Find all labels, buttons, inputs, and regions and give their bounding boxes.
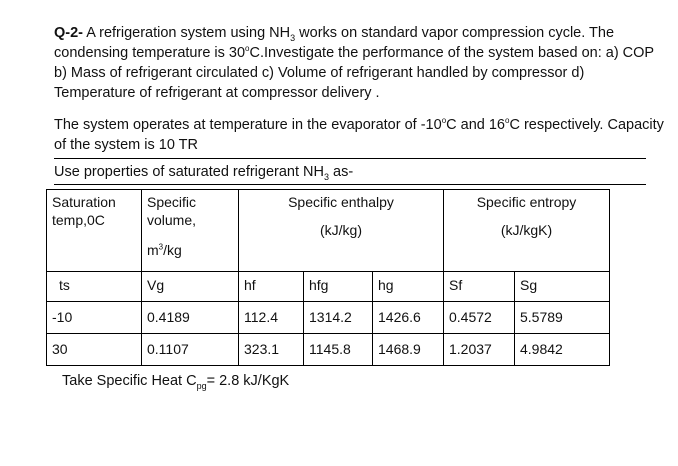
intro-text: as-	[329, 164, 354, 180]
cell-hg: 1468.9	[373, 334, 444, 366]
conditions-text: The system operates at temperature in the evaporator of -10	[54, 117, 442, 133]
cell-sf: 0.4572	[444, 302, 515, 334]
intro-text: Use properties of saturated refrigerant NH	[54, 164, 324, 180]
nh3-subscript: 3	[324, 171, 330, 182]
cell-hfg: 1314.2	[304, 302, 373, 334]
degree-superscript: o	[245, 44, 250, 54]
table-row	[47, 334, 610, 366]
pg-subscript: pg	[196, 380, 207, 391]
subheader-hg: hg	[373, 272, 444, 302]
cell-ts: -10	[47, 302, 142, 334]
cell-hf: 323.1	[239, 334, 304, 366]
cell-sg: 4.9842	[515, 334, 610, 366]
question-label: Q-2-	[54, 25, 83, 41]
volume-unit: $m^3/kg$	[147, 242, 182, 258]
nh3-subscript: 3	[290, 32, 296, 43]
subheader-vg: Vg	[142, 272, 239, 302]
divider	[54, 184, 646, 185]
header-specific-entropy: Specific entropy (kJ/kgK)	[444, 190, 610, 272]
specific-heat-note: Take Specific Heat $C_{pg}= 2.8$ kJ/KgK	[62, 373, 290, 391]
entropy-unit: (kJ/kgK)	[500, 222, 553, 238]
subheader-hfg: hfg	[304, 272, 373, 302]
cell-sg: 5.5789	[515, 302, 610, 334]
operating-conditions	[54, 115, 664, 155]
cell-vg: 0.4189	[142, 302, 239, 334]
question-text: A refrigeration system using NH	[83, 25, 291, 41]
subheader-sg: Sg	[515, 272, 610, 302]
question-paragraph	[54, 23, 664, 103]
degree-superscript: o	[505, 116, 510, 126]
cell-sf: 1.2037	[444, 334, 515, 366]
conditions-text: C and 16	[446, 117, 505, 133]
question-text: C.Investigate the performance of the system based on: a) COP b) Mass of refrigerant circulated c) Volume of refrigerant handled by compressor d) Temperature of refrigerant at compressor delivery .	[54, 45, 654, 101]
cell-hf: 112.4	[239, 302, 304, 334]
table-subheader-row	[47, 272, 610, 302]
conditions-text: C respectively. Capacity of the system is 10 TR	[54, 117, 664, 153]
enthalpy-unit: (kJ/kg)	[320, 222, 362, 238]
subheader-ts: ts	[47, 272, 142, 302]
properties-intro	[54, 162, 664, 182]
subheader-hf: hf	[239, 272, 304, 302]
header-saturation-temp: Saturation temp,0C	[47, 190, 142, 272]
cell-ts: 30	[47, 334, 142, 366]
cell-vg: 0.1107	[142, 334, 239, 366]
degree-superscript: o	[441, 116, 447, 126]
table-header-row	[47, 190, 610, 272]
table-row	[47, 302, 610, 334]
header-specific-enthalpy: Specific enthalpy (kJ/kg)	[239, 190, 444, 272]
question-text: works on standard vapor compression cycle. The condensing temperature is 30	[54, 25, 615, 61]
cell-hg: 1426.6	[373, 302, 444, 334]
properties-table	[46, 189, 610, 366]
subheader-sf: Sf	[444, 272, 515, 302]
header-specific-volume: Specific volume, $m^3/kg$	[142, 190, 239, 272]
cell-hfg: 1145.8	[304, 334, 373, 366]
divider	[54, 158, 646, 159]
